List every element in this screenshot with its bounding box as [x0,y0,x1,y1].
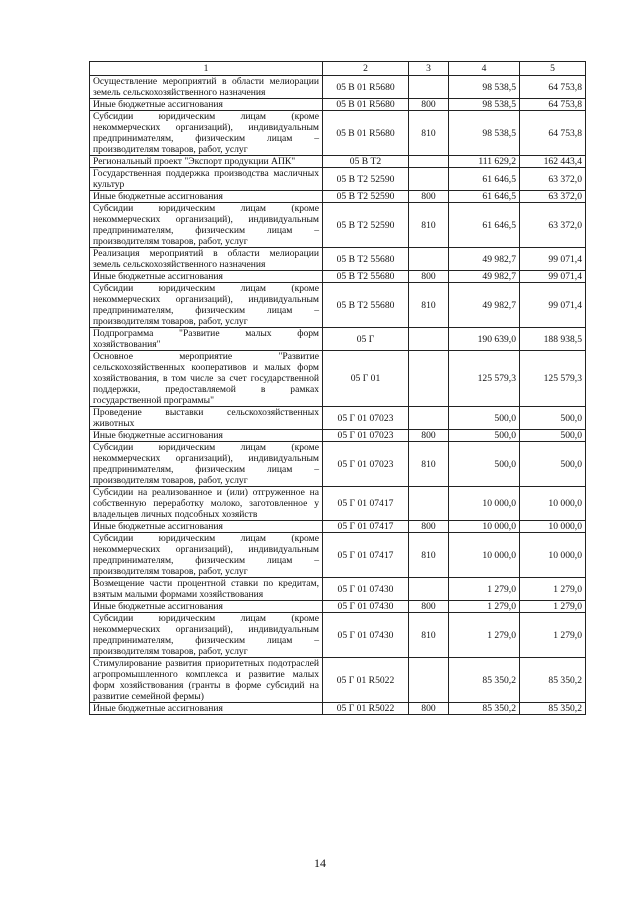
table-row [90,521,586,533]
table-row [90,203,586,248]
table-row [90,487,586,521]
row-sum-year2-cell: 64 753,8 [520,99,586,111]
row-sum-year1-cell: 85 350,2 [449,703,520,715]
row-name-cell: Иные бюджетные ассигнования [90,191,323,203]
row-code-cell: 05 В 01 R5680 [323,76,409,99]
table-row [90,658,586,703]
row-code-cell: 05 Г 01 07023 [323,442,409,487]
row-expense-type-cell [409,328,449,351]
row-name-cell: Реализация мероприятий в области мелиорации земель сельскохозяйственного назначения [90,248,323,271]
row-name-cell: Субсидии юридическим лицам (кроме некоммерческих организаций), индивидуальным предпринимателям, физическим лицам – производителям товаров, работ, услуг [90,203,323,248]
row-expense-type-cell: 800 [409,191,449,203]
row-expense-type-cell [409,578,449,601]
row-sum-year1-cell: 500,0 [449,442,520,487]
row-sum-year2-cell: 85 350,2 [520,703,586,715]
page-number: 14 [314,856,326,870]
row-name-cell: Подпрограмма "Развитие малых форм хозяйствования" [90,328,323,351]
header-col-4: 4 [449,62,520,76]
row-sum-year2-cell: 64 753,8 [520,76,586,99]
row-name-cell: Иные бюджетные ассигнования [90,521,323,533]
row-name-cell: Проведение выставки сельскохозяйственных животных [90,407,323,430]
row-sum-year1-cell: 61 646,5 [449,191,520,203]
row-code-cell: 05 В 01 R5680 [323,99,409,111]
row-sum-year1-cell: 10 000,0 [449,533,520,578]
row-name-cell: Субсидии на реализованное и (или) отгруженное на собственную переработку молоко, заготовленное у владельцев личных подсобных хозяйств [90,487,323,521]
row-name-cell: Субсидии юридическим лицам (кроме некоммерческих организаций), индивидуальным предпринимателям, физическим лицам – производителям товаров, работ, услуг [90,283,323,328]
table-row [90,111,586,156]
row-sum-year1-cell: 10 000,0 [449,521,520,533]
row-code-cell: 05 В Т2 52590 [323,168,409,191]
row-name-cell: Региональный проект "Экспорт продукции АПК" [90,156,323,168]
row-name-cell: Иные бюджетные ассигнования [90,99,323,111]
row-sum-year2-cell: 162 443,4 [520,156,586,168]
row-code-cell: 05 В 01 R5680 [323,111,409,156]
row-name-cell: Стимулирование развития приоритетных подотраслей агропромышленного комплекса и развитие малых форм хозяйствования (гранты в форме субсидий на развитие семейной фермы) [90,658,323,703]
row-sum-year1-cell: 1 279,0 [449,578,520,601]
row-expense-type-cell [409,658,449,703]
table-row [90,271,586,283]
row-name-cell: Осуществление мероприятий в области мелиорации земель сельскохозяйственного назначения [90,76,323,99]
row-code-cell: 05 В Т2 52590 [323,191,409,203]
header-col-1: 1 [90,62,323,76]
row-sum-year2-cell: 64 753,8 [520,111,586,156]
row-expense-type-cell: 800 [409,99,449,111]
row-sum-year2-cell: 63 372,0 [520,191,586,203]
row-sum-year2-cell: 1 279,0 [520,578,586,601]
row-code-cell: 05 Г 01 R5022 [323,703,409,715]
row-sum-year1-cell: 500,0 [449,407,520,430]
row-sum-year2-cell: 63 372,0 [520,168,586,191]
table-row [90,430,586,442]
row-sum-year2-cell: 63 372,0 [520,203,586,248]
header-col-5: 5 [520,62,586,76]
table-row [90,99,586,111]
row-code-cell: 05 В Т2 55680 [323,283,409,328]
row-code-cell: 05 В Т2 55680 [323,248,409,271]
budget-table [89,61,586,715]
row-expense-type-cell [409,76,449,99]
row-code-cell: 05 Г 01 07417 [323,533,409,578]
row-code-cell: 05 Г 01 07430 [323,601,409,613]
row-sum-year2-cell: 99 071,4 [520,271,586,283]
row-expense-type-cell [409,168,449,191]
row-sum-year2-cell: 500,0 [520,442,586,487]
row-expense-type-cell: 810 [409,442,449,487]
row-code-cell: 05 Г 01 07417 [323,487,409,521]
row-sum-year2-cell: 99 071,4 [520,283,586,328]
table-row [90,407,586,430]
table-body [90,76,586,715]
row-sum-year1-cell: 85 350,2 [449,658,520,703]
row-name-cell: Субсидии юридическим лицам (кроме некоммерческих организаций), индивидуальным предпринимателям, физическим лицам – производителям товаров, работ, услуг [90,613,323,658]
table-header-row [90,62,586,76]
row-sum-year1-cell: 500,0 [449,430,520,442]
row-name-cell: Субсидии юридическим лицам (кроме некоммерческих организаций), индивидуальным предпринимателям, физическим лицам – производителям товаров, работ, услуг [90,111,323,156]
row-sum-year1-cell: 49 982,7 [449,248,520,271]
row-code-cell: 05 Г 01 07430 [323,613,409,658]
table-row [90,578,586,601]
row-sum-year2-cell: 125 579,3 [520,351,586,407]
row-expense-type-cell: 800 [409,601,449,613]
row-code-cell: 05 Г [323,328,409,351]
table-row [90,442,586,487]
row-sum-year1-cell: 98 538,5 [449,76,520,99]
row-name-cell: Субсидии юридическим лицам (кроме некоммерческих организаций), индивидуальным предпринимателям, физическим лицам – производителям товаров, работ, услуг [90,442,323,487]
row-name-cell: Возмещение части процентной ставки по кредитам, взятым малыми формами хозяйствования [90,578,323,601]
table-row [90,601,586,613]
row-expense-type-cell [409,407,449,430]
row-sum-year1-cell: 1 279,0 [449,613,520,658]
row-expense-type-cell: 800 [409,703,449,715]
row-expense-type-cell [409,487,449,521]
row-sum-year1-cell: 10 000,0 [449,487,520,521]
row-name-cell: Субсидии юридическим лицам (кроме некоммерческих организаций), индивидуальным предпринимателям, физическим лицам – производителям товаров, работ, услуг [90,533,323,578]
row-expense-type-cell: 810 [409,613,449,658]
row-sum-year2-cell: 10 000,0 [520,521,586,533]
row-sum-year1-cell: 61 646,5 [449,168,520,191]
row-expense-type-cell: 800 [409,521,449,533]
row-sum-year2-cell: 99 071,4 [520,248,586,271]
row-code-cell: 05 Г 01 07023 [323,407,409,430]
row-sum-year1-cell: 190 639,0 [449,328,520,351]
row-sum-year2-cell: 10 000,0 [520,487,586,521]
row-sum-year2-cell: 500,0 [520,407,586,430]
table-row [90,168,586,191]
row-expense-type-cell: 810 [409,533,449,578]
table-row [90,533,586,578]
row-sum-year1-cell: 98 538,5 [449,99,520,111]
row-code-cell: 05 В Т2 [323,156,409,168]
table-row [90,328,586,351]
row-sum-year2-cell: 188 938,5 [520,328,586,351]
row-expense-type-cell [409,351,449,407]
row-sum-year2-cell: 1 279,0 [520,613,586,658]
table-row [90,156,586,168]
table-row [90,248,586,271]
row-code-cell: 05 Г 01 07417 [323,521,409,533]
row-expense-type-cell: 800 [409,430,449,442]
row-name-cell: Иные бюджетные ассигнования [90,703,323,715]
row-sum-year2-cell: 85 350,2 [520,658,586,703]
row-sum-year1-cell: 49 982,7 [449,283,520,328]
row-sum-year2-cell: 1 279,0 [520,601,586,613]
row-expense-type-cell: 800 [409,271,449,283]
table-row [90,351,586,407]
row-name-cell: Иные бюджетные ассигнования [90,430,323,442]
row-sum-year2-cell: 10 000,0 [520,533,586,578]
row-code-cell: 05 Г 01 [323,351,409,407]
row-sum-year1-cell: 49 982,7 [449,271,520,283]
row-sum-year2-cell: 500,0 [520,430,586,442]
table-row [90,613,586,658]
row-code-cell: 05 В Т2 52590 [323,203,409,248]
table-row [90,283,586,328]
header-col-3: 3 [409,62,449,76]
row-code-cell: 05 Г 01 07430 [323,578,409,601]
row-expense-type-cell: 810 [409,203,449,248]
row-name-cell: Иные бюджетные ассигнования [90,271,323,283]
row-expense-type-cell: 810 [409,111,449,156]
row-expense-type-cell [409,248,449,271]
row-expense-type-cell: 810 [409,283,449,328]
row-code-cell: 05 Г 01 R5022 [323,658,409,703]
row-sum-year1-cell: 98 538,5 [449,111,520,156]
row-code-cell: 05 Г 01 07023 [323,430,409,442]
row-expense-type-cell [409,156,449,168]
table-row [90,703,586,715]
row-code-cell: 05 В Т2 55680 [323,271,409,283]
row-name-cell: Основное мероприятие "Развитие сельскохозяйственных кооперативов и малых форм хозяйствования, в том числе за счет государственной поддержки, предоставляемой в рамках государственной программы" [90,351,323,407]
header-col-2: 2 [323,62,409,76]
row-name-cell: Государственная поддержка производства масличных культур [90,168,323,191]
table-row [90,191,586,203]
row-sum-year1-cell: 111 629,2 [449,156,520,168]
row-sum-year1-cell: 125 579,3 [449,351,520,407]
row-sum-year1-cell: 1 279,0 [449,601,520,613]
row-sum-year1-cell: 61 646,5 [449,203,520,248]
row-name-cell: Иные бюджетные ассигнования [90,601,323,613]
table-row [90,76,586,99]
